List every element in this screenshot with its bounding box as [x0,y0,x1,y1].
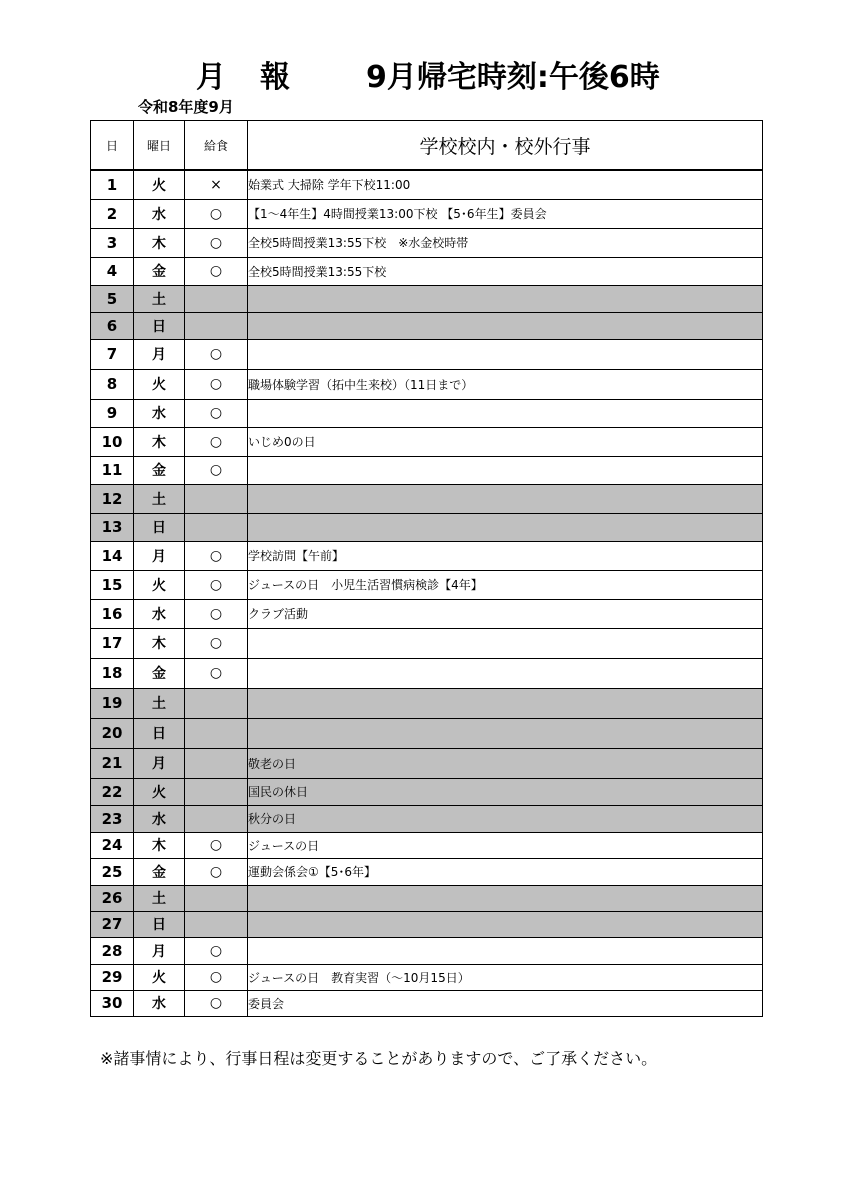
table-row [91,937,763,964]
schedule-rows [91,170,763,1016]
lunch-cell [185,312,248,339]
lunch-cell [185,718,248,748]
weekday-cell: 土 [134,285,185,312]
weekday-cell: 木 [134,832,185,858]
table-row [91,399,763,427]
day-cell: 20 [91,718,134,748]
lunch-cell: ○ [185,937,248,964]
lunch-cell [185,911,248,937]
day-cell: 17 [91,628,134,658]
table-header-row [91,121,763,171]
table-row [91,911,763,937]
header-weekday: 曜日 [134,121,185,171]
day-cell: 13 [91,513,134,541]
lunch-cell: ○ [185,599,248,628]
lunch-cell: ○ [185,832,248,858]
day-cell: 7 [91,339,134,369]
event-cell: 国民の休日 [248,778,763,805]
weekday-cell: 土 [134,688,185,718]
weekday-cell: 日 [134,911,185,937]
weekday-cell: 土 [134,484,185,513]
table-row [91,832,763,858]
table-row [91,748,763,778]
weekday-cell: 月 [134,937,185,964]
day-cell: 2 [91,199,134,228]
table-row [91,778,763,805]
event-cell [248,688,763,718]
table-row [91,427,763,456]
day-cell: 11 [91,456,134,484]
weekday-cell: 水 [134,990,185,1016]
event-cell: 学校訪問【午前】 [248,541,763,570]
lunch-cell [185,805,248,832]
lunch-cell: ○ [185,257,248,285]
event-cell: 委員会 [248,990,763,1016]
event-cell [248,339,763,369]
lunch-cell [185,285,248,312]
day-cell: 9 [91,399,134,427]
event-cell: ジュースの日 教育実習（～10月15日） [248,964,763,990]
weekday-cell: 日 [134,312,185,339]
weekday-cell: 火 [134,369,185,399]
lunch-cell: ○ [185,228,248,257]
lunch-cell [185,513,248,541]
event-cell [248,911,763,937]
lunch-cell: ○ [185,570,248,599]
day-cell: 12 [91,484,134,513]
footer-note: ※諸事情により、行事日程は変更することがありますので、ご了承ください。 [100,1049,658,1068]
weekday-cell: 木 [134,228,185,257]
day-cell: 15 [91,570,134,599]
weekday-cell: 火 [134,570,185,599]
subtitle-year-month: 令和8年度9月 [138,98,234,116]
day-cell: 19 [91,688,134,718]
event-cell [248,399,763,427]
table-row [91,456,763,484]
lunch-cell: ○ [185,628,248,658]
event-cell [248,484,763,513]
event-cell: 全校5時間授業13:55下校 [248,257,763,285]
event-cell: 運動会係会①【5･6年】 [248,858,763,885]
weekday-cell: 火 [134,964,185,990]
event-cell: 職場体験学習（拓中生来校）（11日まで） [248,369,763,399]
day-cell: 18 [91,658,134,688]
event-cell: いじめ0の日 [248,427,763,456]
lunch-cell: ○ [185,990,248,1016]
table-row [91,718,763,748]
lunch-cell: ○ [185,456,248,484]
day-cell: 29 [91,964,134,990]
lunch-cell [185,885,248,911]
header-lunch: 給食 [185,121,248,171]
table-row [91,170,763,199]
weekday-cell: 火 [134,778,185,805]
day-cell: 16 [91,599,134,628]
weekday-cell: 月 [134,541,185,570]
day-cell: 4 [91,257,134,285]
weekday-cell: 金 [134,858,185,885]
weekday-cell: 水 [134,399,185,427]
event-cell [248,718,763,748]
event-cell [248,513,763,541]
day-cell: 22 [91,778,134,805]
table-row [91,513,763,541]
event-cell [248,628,763,658]
lunch-cell [185,484,248,513]
weekday-cell: 木 [134,427,185,456]
weekday-cell: 水 [134,805,185,832]
lunch-cell: × [185,170,248,199]
weekday-cell: 日 [134,513,185,541]
event-cell: クラブ活動 [248,599,763,628]
day-cell: 30 [91,990,134,1016]
day-cell: 1 [91,170,134,199]
table-row [91,541,763,570]
day-cell: 3 [91,228,134,257]
weekday-cell: 火 [134,170,185,199]
event-cell [248,885,763,911]
lunch-cell: ○ [185,339,248,369]
lunch-cell: ○ [185,858,248,885]
lunch-cell [185,778,248,805]
table-row [91,199,763,228]
weekday-cell: 日 [134,718,185,748]
table-row [91,885,763,911]
event-cell: ジュースの日 小児生活習慣病検診【4年】 [248,570,763,599]
day-cell: 23 [91,805,134,832]
day-cell: 21 [91,748,134,778]
title-monthly-report: 月 報 [196,60,292,95]
day-cell: 8 [91,369,134,399]
table-row [91,257,763,285]
table-row [91,964,763,990]
weekday-cell: 木 [134,628,185,658]
table-row [91,990,763,1016]
lunch-cell: ○ [185,658,248,688]
day-cell: 10 [91,427,134,456]
event-cell [248,312,763,339]
event-cell [248,658,763,688]
event-cell: 全校5時間授業13:55下校 ※水金校時帯 [248,228,763,257]
weekday-cell: 土 [134,885,185,911]
event-cell: 始業式 大掃除 学年下校11:00 [248,170,763,199]
table-row [91,228,763,257]
weekday-cell: 水 [134,599,185,628]
weekday-cell: 金 [134,658,185,688]
weekday-cell: 水 [134,199,185,228]
day-cell: 6 [91,312,134,339]
lunch-cell: ○ [185,427,248,456]
event-cell: 秋分の日 [248,805,763,832]
day-cell: 24 [91,832,134,858]
event-cell: 敬老の日 [248,748,763,778]
table-row [91,312,763,339]
event-cell [248,937,763,964]
weekday-cell: 月 [134,339,185,369]
table-row [91,599,763,628]
event-cell: 【1～4年生】4時間授業13:00下校 【5･6年生】委員会 [248,199,763,228]
day-cell: 27 [91,911,134,937]
lunch-cell [185,688,248,718]
day-cell: 28 [91,937,134,964]
header-day: 日 [91,121,134,171]
table-row [91,688,763,718]
lunch-cell [185,748,248,778]
lunch-cell: ○ [185,399,248,427]
day-cell: 14 [91,541,134,570]
table-row [91,570,763,599]
title-return-time: 9月帰宅時刻:午後6時 [366,60,660,95]
table-row [91,484,763,513]
day-cell: 5 [91,285,134,312]
weekday-cell: 月 [134,748,185,778]
event-cell [248,456,763,484]
table-row [91,369,763,399]
table-row [91,858,763,885]
day-cell: 25 [91,858,134,885]
page-title [0,52,849,96]
table-row [91,805,763,832]
header-events: 学校校内・校外行事 [248,121,763,171]
weekday-cell: 金 [134,456,185,484]
table-row [91,658,763,688]
weekday-cell: 金 [134,257,185,285]
lunch-cell: ○ [185,541,248,570]
table-row [91,285,763,312]
table-row [91,628,763,658]
lunch-cell: ○ [185,199,248,228]
day-cell: 26 [91,885,134,911]
event-cell: ジュースの日 [248,832,763,858]
table-row [91,339,763,369]
schedule-table [90,120,763,1017]
event-cell [248,285,763,312]
lunch-cell: ○ [185,964,248,990]
lunch-cell: ○ [185,369,248,399]
